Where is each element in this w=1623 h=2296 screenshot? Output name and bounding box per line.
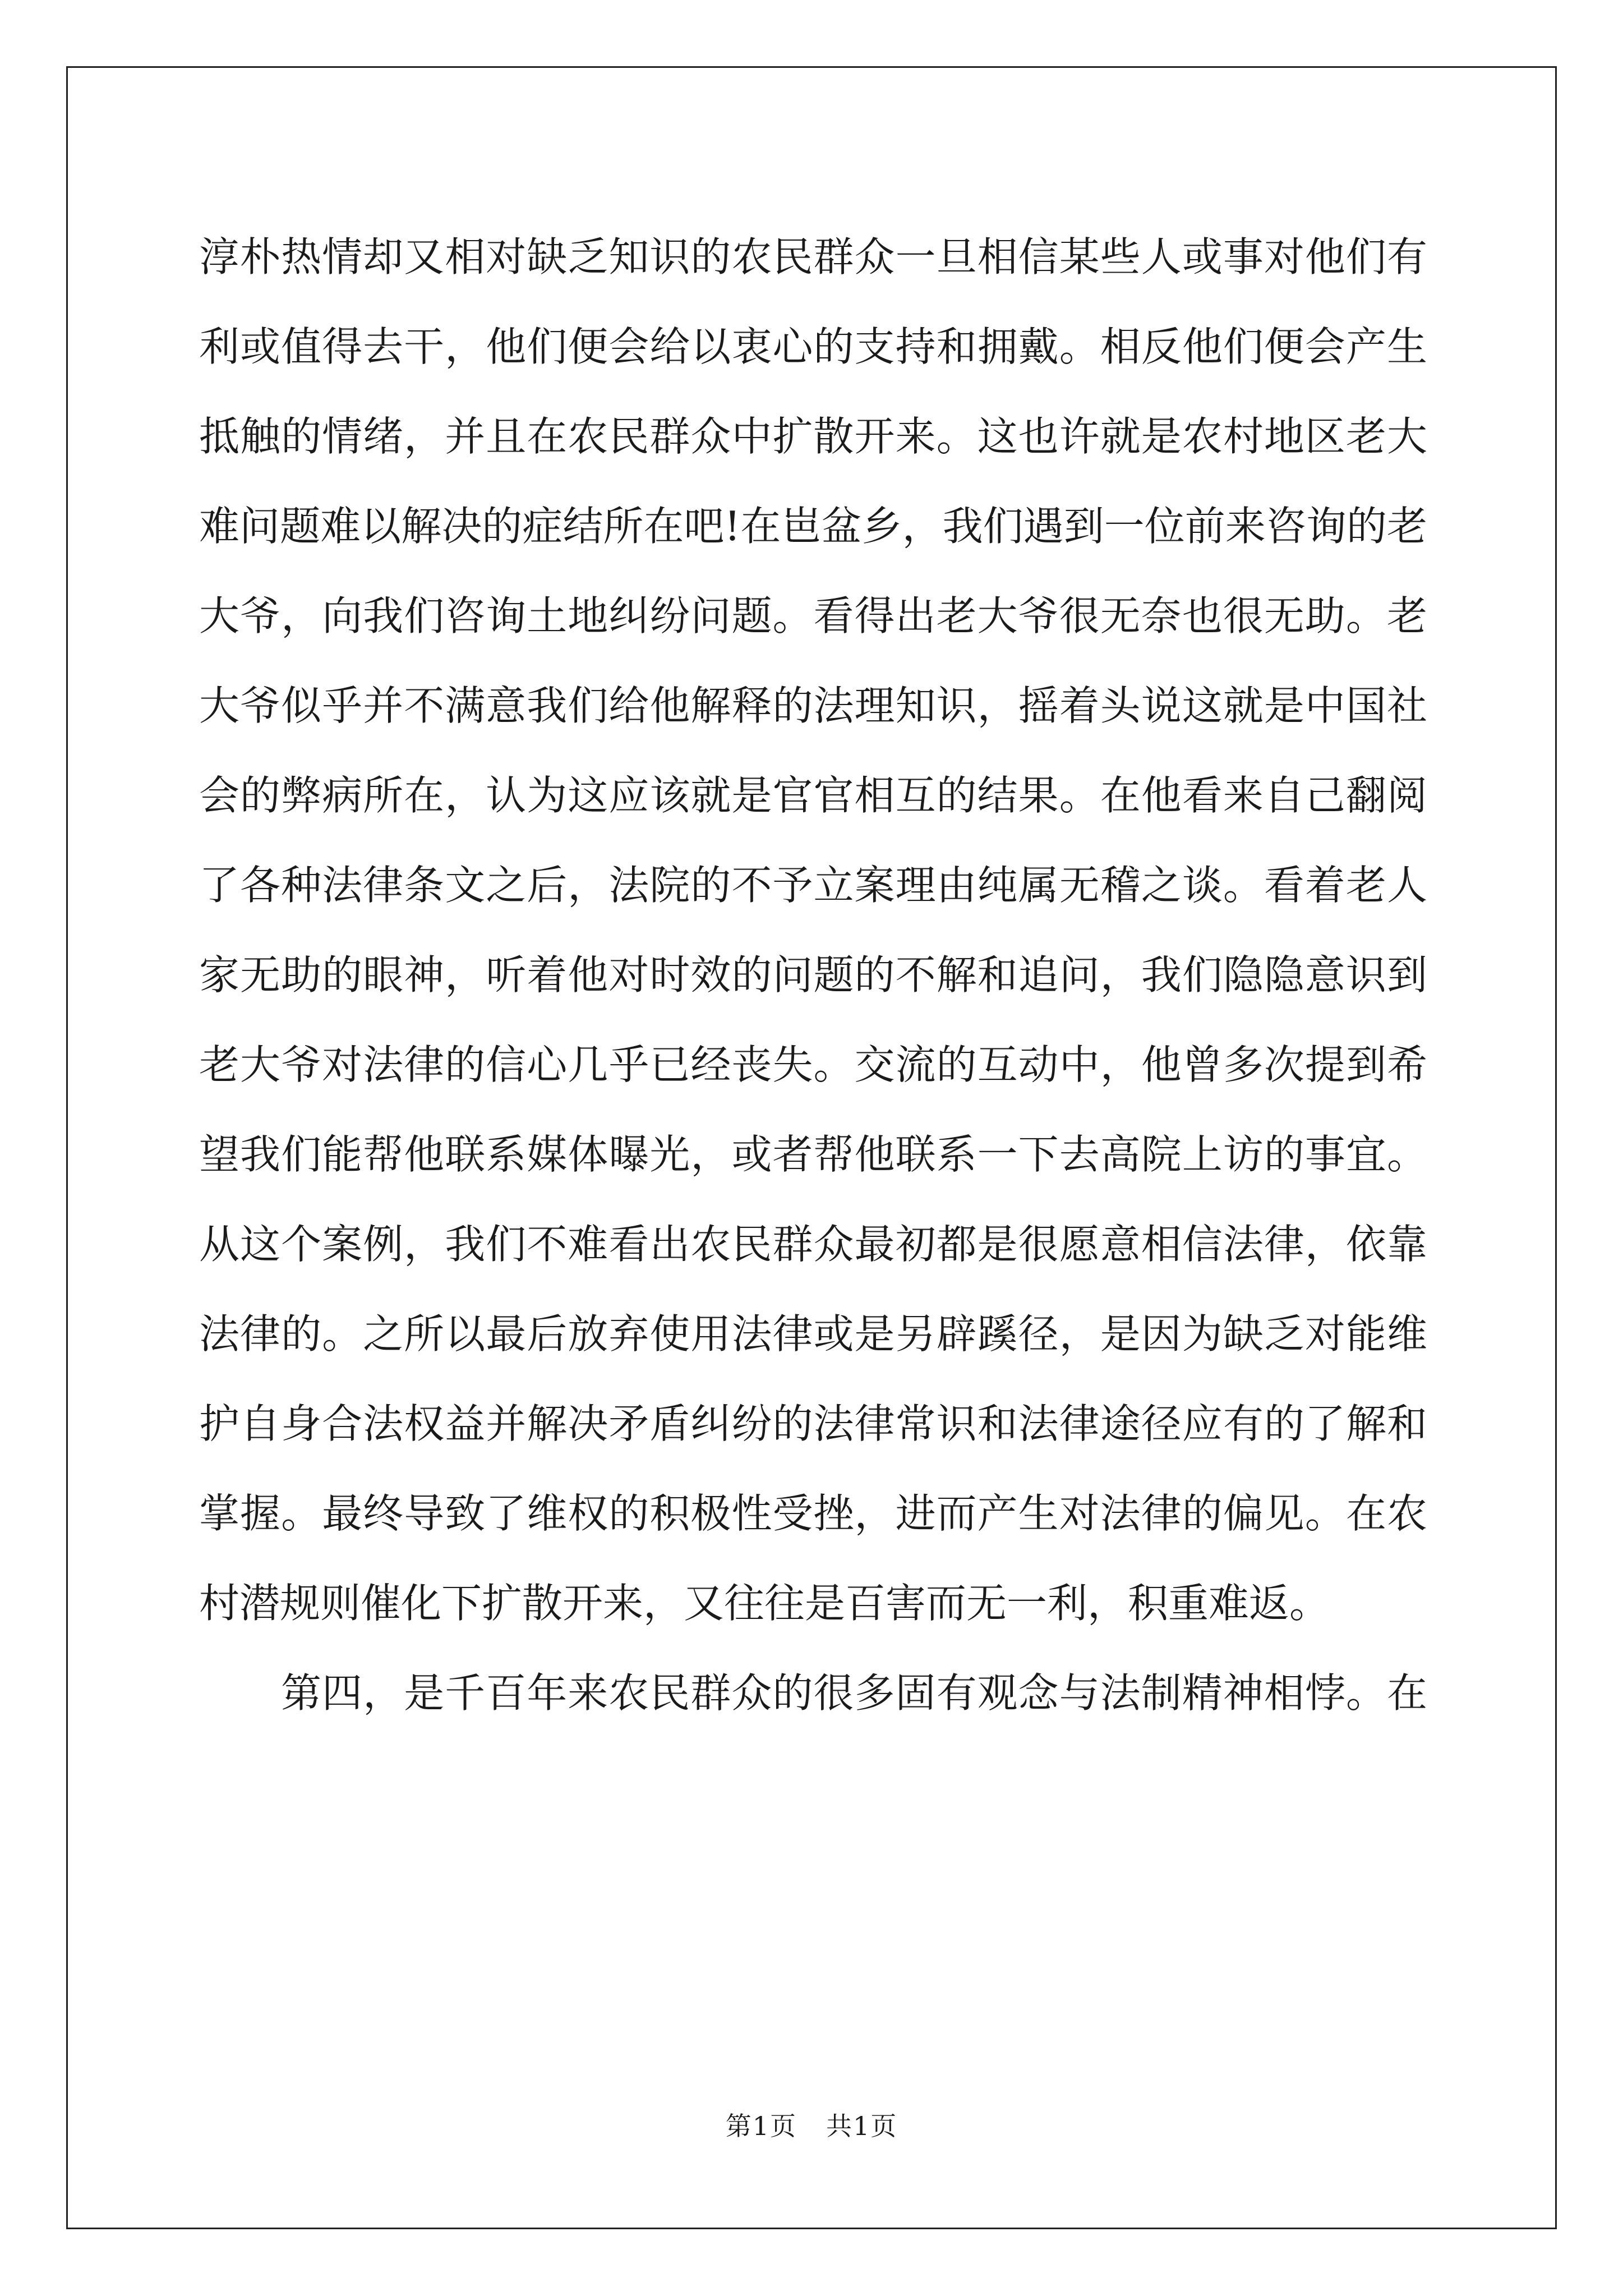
text-line: 大爷似乎并不满意我们给他解释的法理知识，摇着头说这就是中国社 (199, 682, 1427, 729)
text-line: 利或值得去干，他们便会给以衷心的支持和拥戴。相反他们便会产生 (199, 323, 1427, 370)
page-footer (0, 2109, 1623, 2143)
text-line: 望我们能帮他联系媒体曝光，或者帮他联系一下去高院上访的事宜。 (199, 1131, 1427, 1178)
page-number-total: 共1页 (826, 2111, 898, 2141)
text-line: 掌握。最终导致了维权的积极性受挫，进而产生对法律的偏见。在农 (199, 1490, 1427, 1537)
text-line: 难问题难以解决的症结所在吧!在岜盆乡，我们遇到一位前来咨询的老 (199, 503, 1427, 550)
page-number-current: 第1页 (725, 2111, 797, 2141)
text-line: 村潜规则催化下扩散开来，又往往是百害而无一利，积重难返。 (199, 1580, 1330, 1627)
text-line: 淳朴热情却又相对缺乏知识的农民群众一旦相信某些人或事对他们有 (199, 233, 1427, 280)
text-line: 大爷，向我们咨询土地纠纷问题。看得出老大爷很无奈也很无助。老 (199, 592, 1427, 639)
text-line: 法律的。之所以最后放弃使用法律或是另辟蹊径，是因为缺乏对能维 (199, 1310, 1427, 1358)
text-line: 了各种法律条文之后，法院的不予立案理由纯属无稽之谈。看着老人 (199, 862, 1427, 909)
text-line: 家无助的眼神，听着他对时效的问题的不解和追问，我们隐隐意识到 (199, 951, 1427, 999)
text-line: 抵触的情绪，并且在农民群众中扩散开来。这也许就是农村地区老大 (199, 413, 1427, 460)
paragraph-start-line: 第四，是千百年来农民群众的很多固有观念与法制精神相悖。在 (281, 1669, 1427, 1717)
text-line: 老大爷对法律的信心几乎已经丧失。交流的互动中，他曾多次提到希 (199, 1041, 1427, 1088)
text-line: 会的弊病所在，认为这应该就是官官相互的结果。在他看来自己翻阅 (199, 772, 1427, 819)
document-body (199, 212, 1427, 1738)
text-line: 从这个案例，我们不难看出农民群众最初都是很愿意相信法律，依靠 (199, 1221, 1427, 1268)
text-line: 护自身合法权益并解决矛盾纠纷的法律常识和法律途径应有的了解和 (199, 1400, 1427, 1447)
